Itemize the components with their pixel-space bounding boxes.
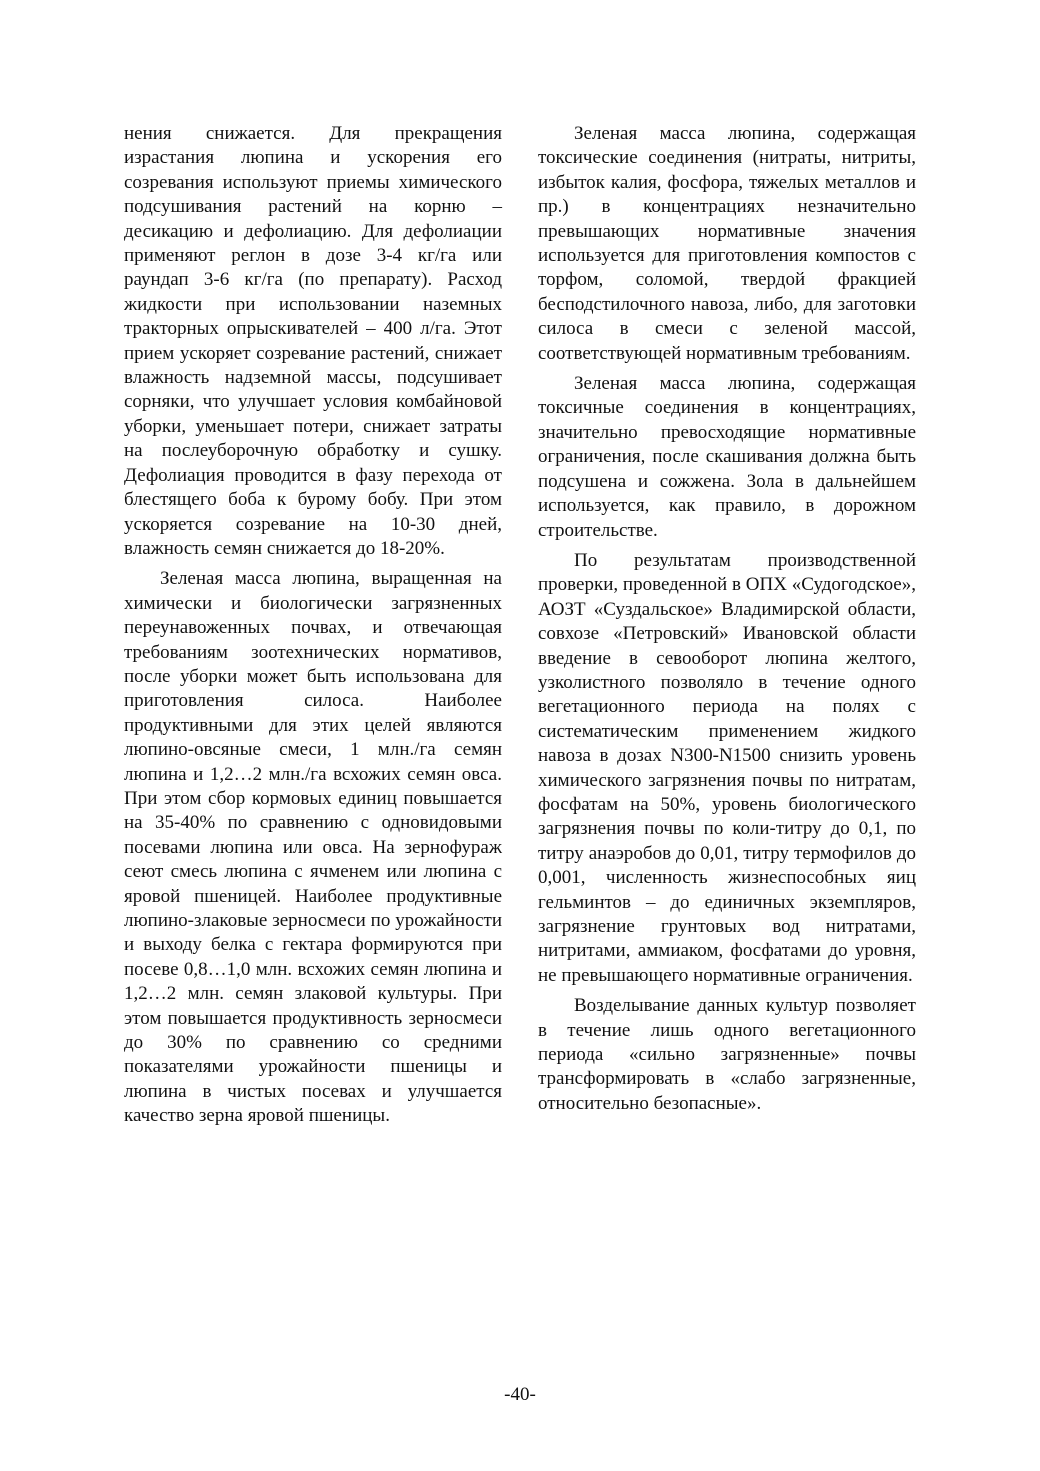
paragraph-right-4: Возделывание данных культур позволяет в течение лишь одного вегетационного периода «сильно загрязненные» почвы трансформировать в «слабо загрязненные, относительно безопасные». <box>538 995 916 1114</box>
page-number: -40- <box>504 1384 536 1405</box>
paragraph-right-3: По результатам производственной проверки, проведенной в ОПХ «Судогодское», АОЗТ «Суздальское» Владимирской области, совхозе «Петровский» Ивановской области введение в севооборот люпина желтого, узколистного позволяло в течение одного вегетационного периода на полях с систематическим применением жидкого навоза в дозах N300-N1500 снизить уровень химического загрязнения почвы по нитратам, фосфатам на 50%, уровень биологического загрязнения почвы по коли-титру до 0,1, по титру анаэробов до 0,01, титру термофилов до 0,001, численность жизнеспособных яиц гельминтов – до единичных экземпляров, загрязнение грунтовых вод нитратами, нитритами, аммиаком, фосфатами до уровня, не превышающего нормативные ограничения. <box>538 549 916 986</box>
left-column <box>124 122 502 1135</box>
paragraph-right-1: Зеленая масса люпина, содержащая токсические соединения (нитраты, нитриты, избыток калия, фосфора, тяжелых металлов и пр.) в концентрациях незначительно превышающих нормативные значения используется для приготовления компостов с торфом, соломой, твердой фракцией бесподстилочного навоза, либо, для заготовки силоса в смеси с зеленой массой, соответствующей нормативным требованиям. <box>538 123 916 364</box>
paragraph-left-1: нения снижается. Для прекращения израстания люпина и ускорения его созревания используют приемы химического подсушивания растений на корню – десикацию и дефолиацию. Для дефолиации применяют реглон в дозе 3-4 кг/га или раундап 3-6 кг/га (по препарату). Расход жидкости при использовании наземных тракторных опрыскивателей – 400 л/га. Этот прием ускоряет созревание растений, снижает влажность надземной массы, подсушивает сорняки, что улучшает условия комбайновой уборки, уменьшает потери, снижает затраты на послеуборочную обработку и сушку. Дефолиация проводится в фазу перехода от блестящего боба к бурому бобу. При этом ускоряется созревание на 10-30 дней, влажность семян снижается до 18-20%. <box>124 123 502 559</box>
paragraph-right-2: Зеленая масса люпина, содержащая токсичные соединения в концентрациях, значительно превосходящие нормативные ограничения, после скашивания должна быть подсушена и сожжена. Зола в дальнейшем используется, как правило, в дорожном строительстве. <box>538 373 916 541</box>
right-column <box>538 122 916 1122</box>
paragraph-left-2: Зеленая масса люпина, выращенная на химически и биологически загрязненных переунавоженных почвах, и отвечающая требованиям зоотехнических нормативов, после уборки может быть использована для приготовления силоса. Наиболее продуктивными для этих целей являются люпино-овсяные смеси, 1 млн./га семян люпина и 1,2…2 млн./га всхожих семян овса. При этом сбор кормовых единиц повышается на 35-40% по сравнению с одновидовыми посевами люпина или овса. На зернофураж сеют смесь люпина с ячменем или люпина с яровой пшеницей. Наиболее продуктивные люпино-злаковые зерносмеси по урожайности и выходу белка с гектара формируются при посеве 0,8…1,0 млн. всхожих семян люпина и 1,2…2 млн. семян злаковой культуры. При этом повышается продуктивность зерносмеси до 30% по сравнению со средними показателями урожайности пшеницы и люпина в чистых посевах и улучшается качество зерна яровой пшеницы. <box>124 568 502 1127</box>
